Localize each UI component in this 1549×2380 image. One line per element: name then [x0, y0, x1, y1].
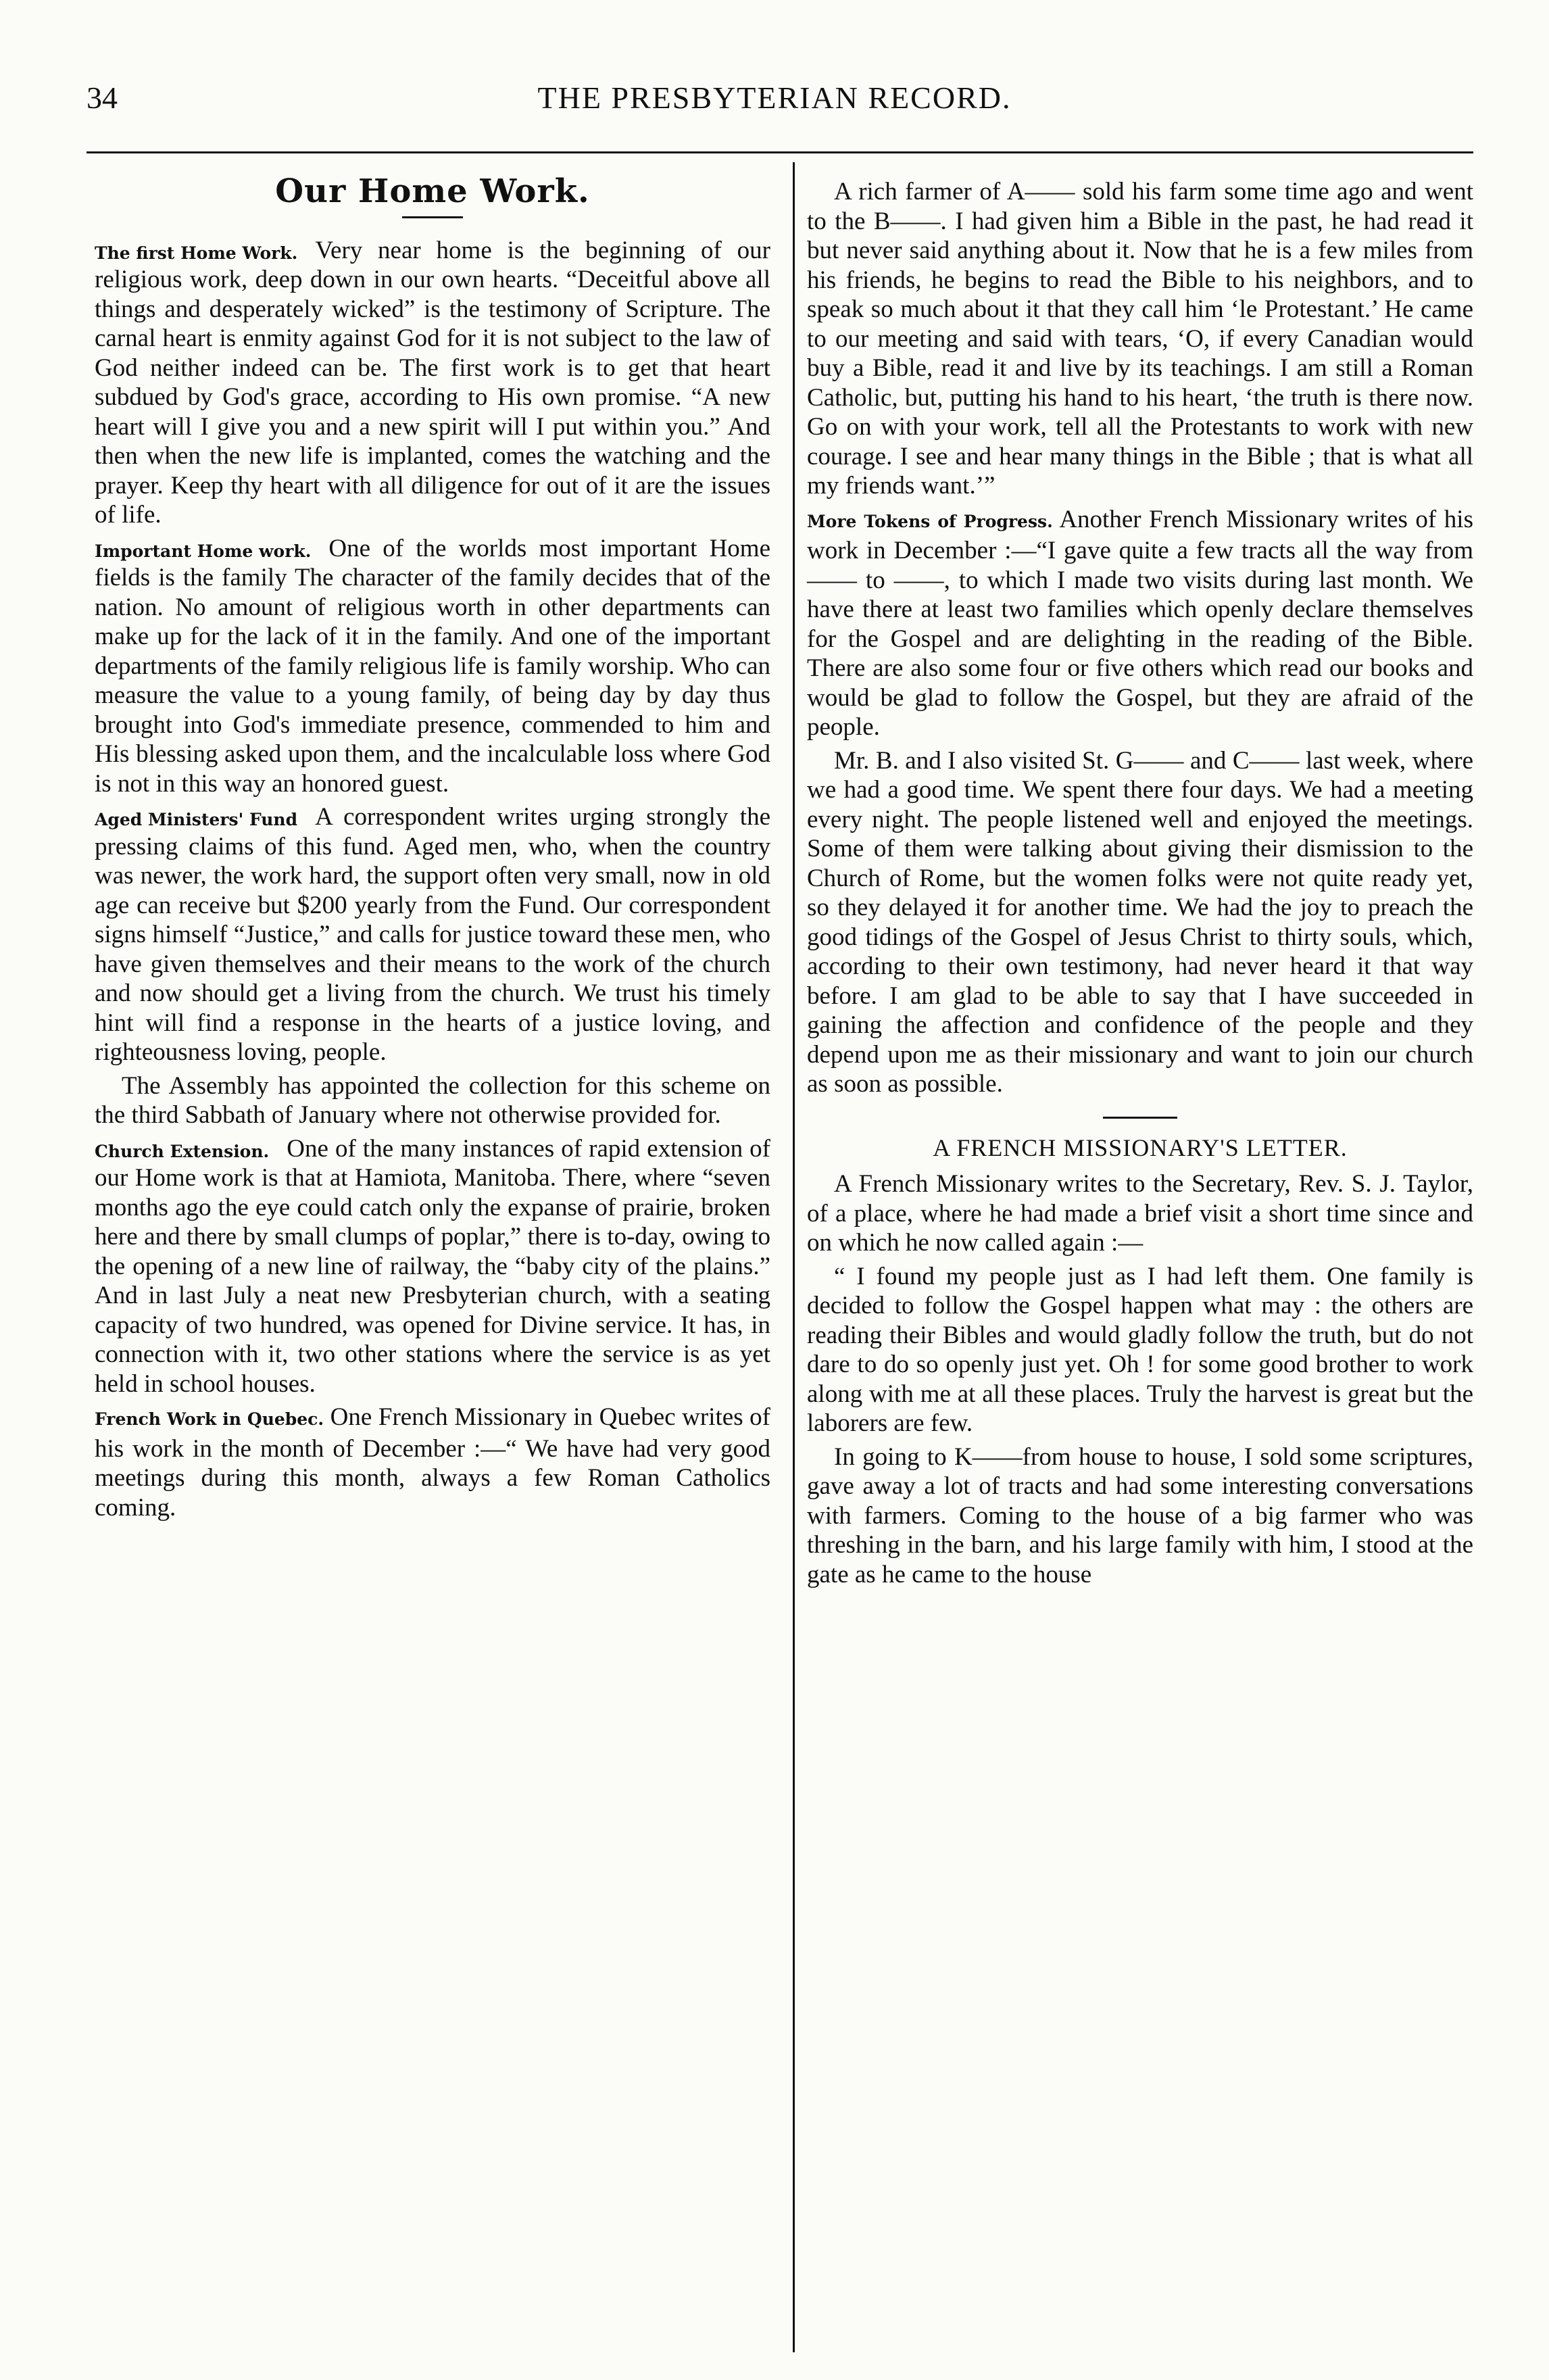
article-text: Another French Missionary writes of his work in December :—“I gave quite a few tracts all the way from —— to ——, to which I made two visits during last month. We have there at least two families which openly declare themselves for the Gospel and are delighting in the reading of the Bible. There are also some four or five others which read our books and would be glad to follow the Gospel, but they are afraid of the people.	[807, 505, 1473, 741]
running-title: THE PRESBYTERIAN RECORD.	[537, 80, 1012, 115]
section-rule	[1103, 1117, 1177, 1119]
side-heading: Important Home work.	[95, 541, 312, 561]
inline-heading: French Work in Quebec.	[95, 1409, 324, 1429]
article-more-tokens	[807, 505, 1473, 742]
letter-paragraph: “ I found my people just as I had left them. One family is decided to follow the Gospel happen what may : the others are reading their Bibles and would gladly follow the truth, but do not dare to do so openly just yet. Oh ! for some good brother to work along with me at all these places. Truly the harvest is great but the laborers are few.	[807, 1262, 1473, 1437]
letter-title: A FRENCH MISSIONARY'S LETTER.	[933, 1134, 1348, 1161]
left-column	[95, 172, 771, 1526]
page-number: 34	[87, 80, 118, 115]
article-aged-ministers-fund	[95, 802, 770, 1067]
page-header	[0, 80, 1549, 134]
article-first-home-work	[95, 236, 770, 530]
article-text: Very near home is the beginning of our religious work, deep down in our own hearts. “Deceitful above all things and desperately wicked” is the testimony of Scripture. The carnal heart is enmity against God for it is not subject to the law of God neither indeed can be. The first work is to get that heart subdued by God's grace, according to His own promise. “A new heart will I give you and a new spirit will I put within you.” And then when the new life is implanted, comes the watching and the prayer. Keep thy heart with all diligence for out of it are the issues of life.	[95, 236, 770, 529]
paragraph: Mr. B. and I also visited St. G—— and C—— last week, where we had a good time. We spent there four days. We had a meeting every night. The people listened well and enjoyed the meetings. Some of them were talking about giving their dismission to the Church of Rome, but the women folks were not quite ready yet, so they delayed it for another time. We had the joy to preach the good tidings of the Gospel of Jesus Christ to thirty souls, which, according to their own testimony, had never heard it that way before. I am glad to be able to say that I have succeeded in gaining the affection and confidence of the people and they depend upon me as their missionary and want to join our church as soon as possible.	[807, 746, 1473, 1098]
side-heading: Church Extension.	[95, 1141, 270, 1161]
inline-heading: More Tokens of Progress.	[807, 511, 1053, 531]
article-text: One of the worlds most important Home fields is the family The character of the family decides that of the nation. No amount of religious worth in other departments can make up for the lack of it in the family. And one of the important departments of the family religious life is family worship. Who can measure the value to a young family, of being day by day thus brought into God's immediate presence, commended to him and His blessing asked upon them, and the incalculable loss where God is not in this way an honored guest.	[95, 534, 770, 798]
article-extra: The Assembly has appointed the collection for this scheme on the third Sabbath of January where not otherwise provided for.	[95, 1071, 770, 1129]
article-text: One of the many instances of rapid extension of our Home work is that at Hamiota, Manitoba. There, where “seven months ago the eye could catch only the expanse of prairie, broken here and there by small clumps of poplar,” there is to-day, owing to the opening of a new line of railway, the “baby city of the plains.” And in last July a neat new Presbyterian church, with a seating capacity of two hundred, was opened for Divine service. It has, in connection with it, two other stations where the service is as yet held in school houses.	[95, 1134, 770, 1398]
opening-paragraph: A rich farmer of A—— sold his farm some time ago and went to the B——. I had given him a Bible in the past, he had read it but never said anything about it. Now that he is a few miles from his friends, he begins to read the Bible to his neighbors, and to speak so much about it that they call him ‘le Protestant.’ He came to our meeting and said with tears, ‘O, if every Canadian would buy a Bible, read it and live by its teachings. I am still a Roman Catholic, but, putting his hand to his heart, ‘the truth is there now. Go on with your work, tell all the Protestants to work with new courage. I see and hear many things in the Bible ; that is what all my friends want.’”	[807, 178, 1473, 500]
column-divider	[793, 162, 795, 2352]
article-church-extension	[95, 1134, 770, 1399]
article-text: A correspondent writes urging strongly the pressing claims of this fund. Aged men, who, when the country was newer, the work hard, the support often very small, now in old age can receive but $200 yearly from the Fund. Our correspondent signs himself “Justice,” and calls for justice toward these men, who have given themselves and their means to the work of the church and now should get a living from the church. We trust his timely hint will find a response in the hearts of a justice loving, and righteousness loving, people.	[95, 803, 770, 1066]
header-rule	[87, 151, 1473, 153]
article-important-home-work	[95, 534, 770, 799]
side-heading: The first Home Work.	[95, 243, 298, 263]
article-text: One French Missionary in Quebec writes of his work in the month of December :—“ We have had very good meetings during this month, always a few Roman Catholics coming.	[95, 1403, 771, 1522]
letter-intro: A French Missionary writes to the Secretary, Rev. S. J. Taylor, of a place, where he had made a brief visit a short time since and on which he now called again :—	[807, 1170, 1473, 1257]
side-heading: Aged Ministers' Fund	[95, 810, 298, 829]
section-title: Our Home Work.	[275, 172, 590, 210]
letter-paragraph: In going to K——from house to house, I sold some scriptures, gave away a lot of tracts and had some interesting conversations with farmers. Coming to the house of a big farmer who was threshing in the barn, and his large family with him, I stood at the gate as he came to the house	[807, 1442, 1473, 1588]
article-french-work	[95, 1403, 770, 1522]
right-column	[807, 177, 1473, 1593]
title-rule	[402, 216, 463, 218]
